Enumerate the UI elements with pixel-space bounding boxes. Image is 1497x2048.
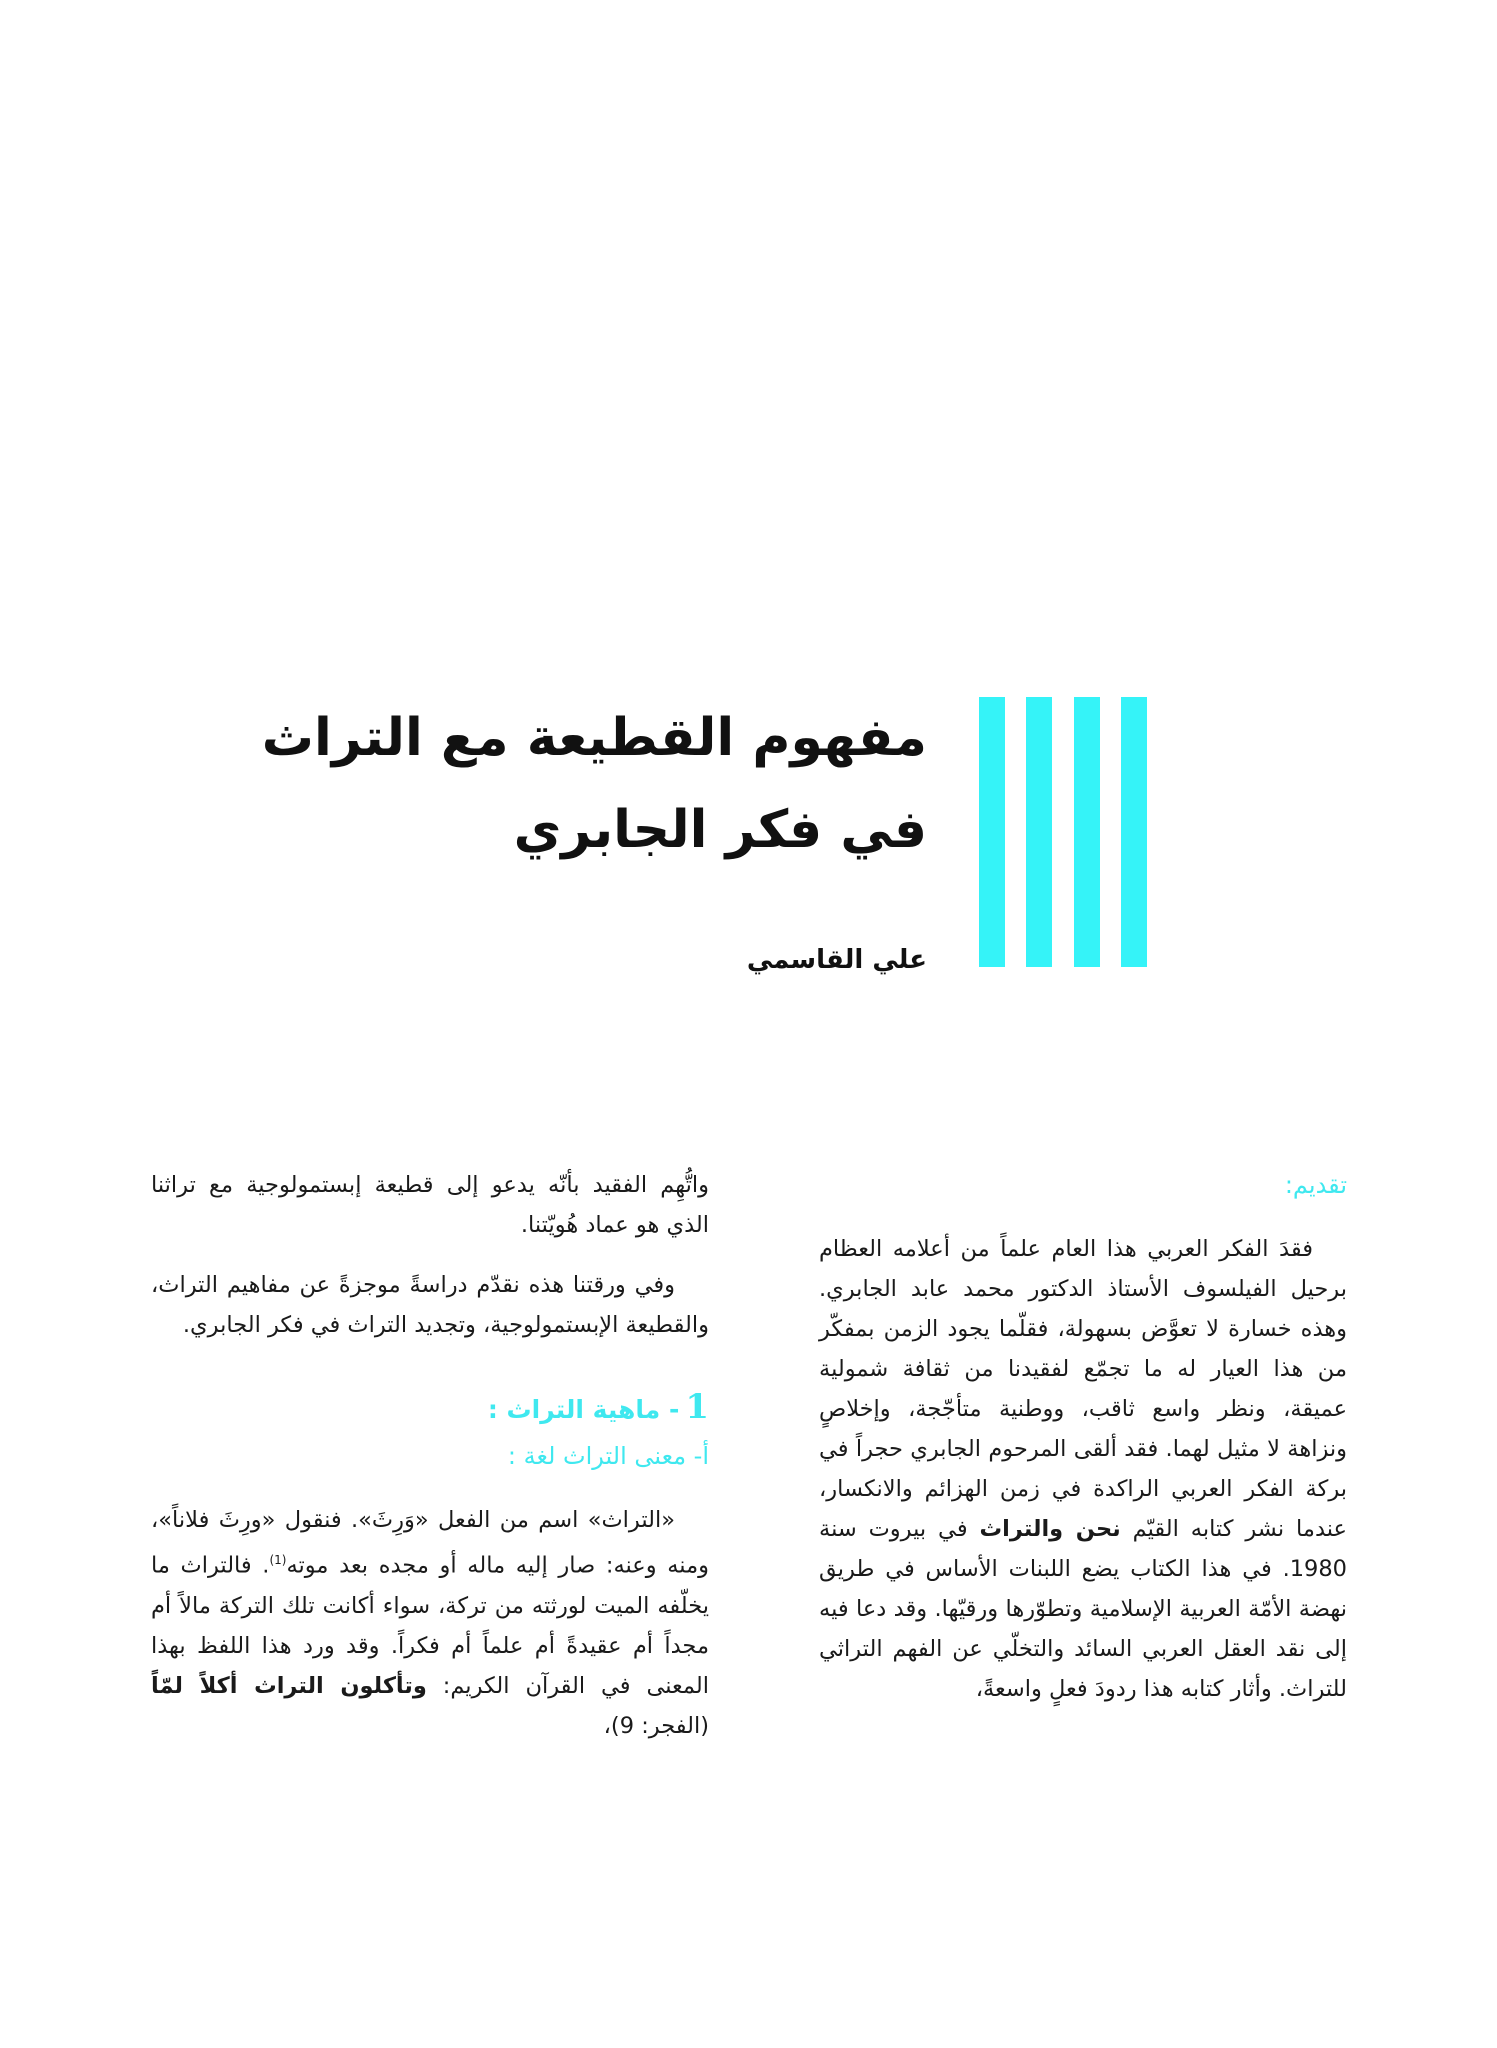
book-title: نحن والتراث <box>979 1516 1121 1542</box>
subsection-heading: أ- معنى التراث لغة : <box>507 1442 709 1470</box>
section-title: - ماهية التراث : <box>487 1395 680 1424</box>
heritage-text-part1: «التراث» اسم من الفعل «وَرِثَ». فنقول «ورِثَ فلاناً»، ومنه وعنه: صار إليه ماله أو مجده بعد موته <box>151 1507 710 1579</box>
section-heading-1 <box>151 1385 709 1432</box>
paragraph-accusation: واتُّهِم الفقيد بأنّه يدعو إلى قطيعة إبستمولوجية مع تراثنا الذي هو عماد هُويّتنا. <box>151 1172 709 1238</box>
heritage-text-part2: . فالتراث ما يخلّفه الميت لورثته من تركة، سواء أكانت تلك التركة مالاً أم مجداً أم عقيدةً أم علماً أم فكراً. وقد ورد هذا اللفظ بهذا المعنى في القرآن الكريم: <box>151 1552 709 1699</box>
decorative-bar <box>1121 697 1147 967</box>
paragraph-heritage-meaning <box>151 1500 709 1746</box>
intro-heading: تقديم: <box>1284 1171 1347 1199</box>
intro-text-part2: في بيروت سنة 1980. في هذا الكتاب يضع اللبنات الأساس في طريق نهضة الأمّة العربية الإسلامية وتطوّرها ورقيّها. وقد دعا فيه إلى نقد العقل العربي السائد والتخلّي عن الفهم التراثي للتراث. وأثار كتابه هذا ردودَ فعلٍ واسعةً، <box>819 1516 1347 1702</box>
left-column <box>151 1165 709 1766</box>
paragraph-study-intro: وفي ورقتنا هذه نقدّم دراسةً موجزةً عن مفاهيم التراث، والقطيعة الإبستمولوجية، وتجديد التراث في فكر الجابري. <box>151 1272 709 1338</box>
article-title <box>227 692 927 876</box>
right-column <box>819 1165 1347 1729</box>
decorative-bar <box>979 697 1005 967</box>
author-name: علي القاسمي <box>746 945 927 975</box>
section-number: 1 <box>685 1387 709 1427</box>
title-line-1: مفهوم القطيعة مع التراث <box>261 708 927 768</box>
quran-reference: (الفجر: 9)، <box>603 1712 709 1739</box>
intro-paragraph <box>819 1229 1347 1709</box>
title-line-2: في فكر الجابري <box>513 800 927 860</box>
quran-quote: وتأكلون التراث أكلاً لمّاً <box>151 1672 427 1699</box>
decorative-bar <box>1026 697 1052 967</box>
intro-text-part1: فقدَ الفكر العربي هذا العام علماً من أعلامه العظام برحيل الفيلسوف الأستاذ الدكتور محمد عابد الجابري. وهذه خسارة لا تعوَّض بسهولة، فقلّما يجود الزمن بمفكّر من هذا العيار له ما تجمّع لفقيدنا من ثقافة شمولية عميقة، ونظر واسع ثاقب، ووطنية متأجّجة، وإخلاصٍ ونزاهة لا مثيل لهما. فقد ألقى المرحوم الجابري حجراً في بركة الفكر العربي الراكدة في زمن الهزائم والانكسار، عندما نشر كتابه القيّم <box>819 1236 1347 1542</box>
decorative-bar <box>1074 697 1100 967</box>
footnote-reference[interactable]: (1) <box>269 1553 287 1567</box>
